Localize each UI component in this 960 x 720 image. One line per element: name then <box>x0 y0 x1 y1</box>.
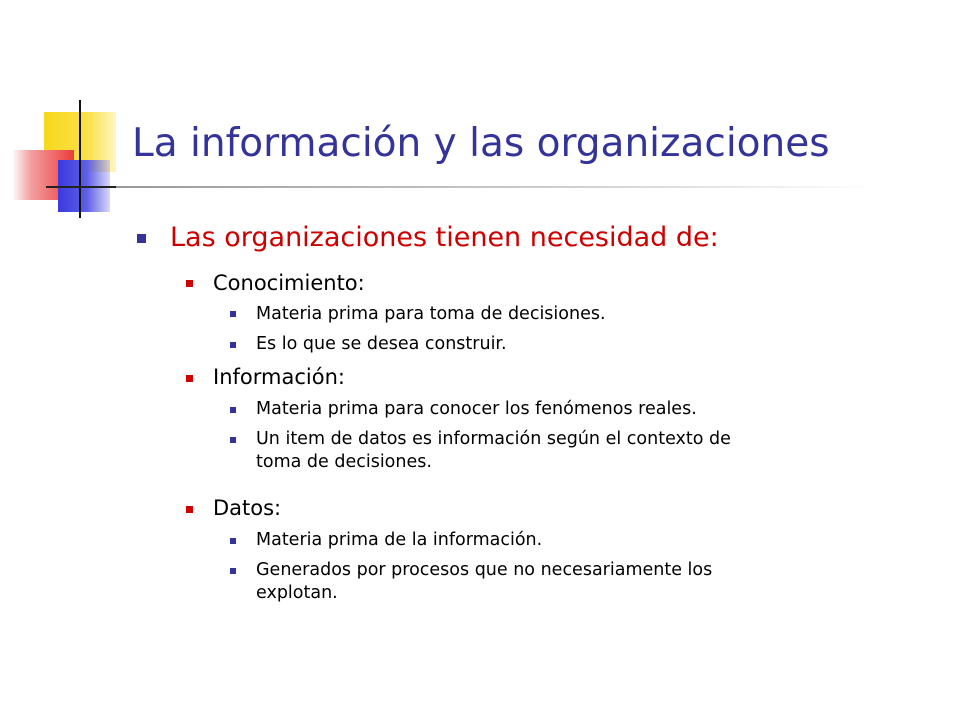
bullet-heading-datos: Datos: <box>213 496 282 520</box>
bullet-level1: Las organizaciones tienen necesidad de: <box>170 222 719 253</box>
bullet-item-continuation: toma de decisiones. <box>256 452 432 472</box>
bullet-marker-level3 <box>230 407 236 413</box>
bullet-item: Es lo que se desea construir. <box>256 334 507 354</box>
slide-logo-decoration <box>0 0 140 230</box>
bullet-item: Generados por procesos que no necesariamente los <box>256 560 713 580</box>
bullet-marker-level3 <box>230 538 236 544</box>
bullet-heading-informacion: Información: <box>213 365 345 389</box>
title-underline <box>116 186 876 188</box>
bullet-item-continuation: explotan. <box>256 583 338 603</box>
bullet-item: Materia prima de la información. <box>256 530 543 550</box>
bullet-heading-conocimiento: Conocimiento: <box>213 271 365 295</box>
bullet-item: Materia prima para toma de decisiones. <box>256 304 606 324</box>
bullet-item: Un item de datos es información según el contexto de <box>256 429 731 449</box>
bullet-marker-level3 <box>230 311 236 317</box>
slide-title: La información y las organizaciones <box>132 121 830 166</box>
bullet-marker-level3 <box>230 342 236 348</box>
bullet-marker-level1 <box>137 234 146 243</box>
bullet-marker-level3 <box>230 437 236 443</box>
bullet-marker-level3 <box>230 568 236 574</box>
bullet-marker-level2 <box>186 375 193 382</box>
logo-vertical-line <box>79 100 81 218</box>
bullet-marker-level2 <box>186 280 193 287</box>
bullet-marker-level2 <box>186 506 193 513</box>
bullet-item: Materia prima para conocer los fenómenos reales. <box>256 399 697 419</box>
